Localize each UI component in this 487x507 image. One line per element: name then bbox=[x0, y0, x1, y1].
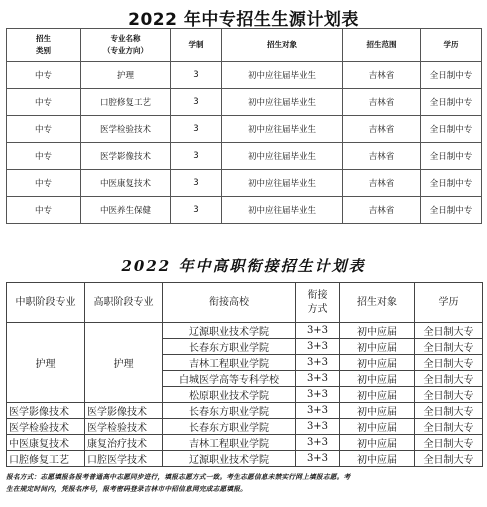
cell-education: 全日制大专 bbox=[415, 371, 483, 387]
cell-college: 辽源职业技术学院 bbox=[163, 323, 296, 339]
table-header-row bbox=[7, 283, 483, 323]
header-duration: 学制 bbox=[171, 29, 222, 62]
cell-link-mode: 3+3 bbox=[296, 387, 340, 403]
note-line-2: 生在规定时间内，凭报名序号，报考密码登录吉林市中招信息网完成志愿填报。 bbox=[6, 485, 248, 493]
table-row bbox=[7, 323, 483, 339]
cell-duration: 3 bbox=[171, 89, 222, 116]
cell-major: 中医养生保健 bbox=[81, 197, 171, 224]
cell-link-mode: 3+3 bbox=[296, 355, 340, 371]
header-link-mode: 衔接 方式 bbox=[296, 283, 340, 323]
cell-education: 全日制大专 bbox=[415, 451, 483, 467]
cell-education: 全日制中专 bbox=[421, 62, 482, 89]
cell-category: 中专 bbox=[7, 62, 81, 89]
cell-link-mode: 3+3 bbox=[296, 323, 340, 339]
cell-education: 全日制大专 bbox=[415, 403, 483, 419]
cell-education: 全日制大专 bbox=[415, 355, 483, 371]
cell-duration: 3 bbox=[171, 170, 222, 197]
vocational-enrollment-plan-table bbox=[6, 28, 482, 224]
cell-scope: 吉林省 bbox=[343, 197, 421, 224]
cell-college: 吉林工程职业学院 bbox=[163, 435, 296, 451]
cell-secondary-major: 医学影像技术 bbox=[7, 403, 85, 419]
cell-category: 中专 bbox=[7, 116, 81, 143]
table-row bbox=[7, 451, 483, 467]
header-higher-major: 高职阶段专业 bbox=[85, 283, 163, 323]
cell-scope: 吉林省 bbox=[343, 116, 421, 143]
table-row bbox=[7, 170, 482, 197]
cell-education: 全日制中专 bbox=[421, 197, 482, 224]
table-row bbox=[7, 435, 483, 451]
cell-education: 全日制中专 bbox=[421, 170, 482, 197]
cell-target: 初中应届 bbox=[340, 435, 415, 451]
cell-college: 吉林工程职业学院 bbox=[163, 355, 296, 371]
cell-target: 初中应往届毕业生 bbox=[222, 197, 343, 224]
secondary-higher-vocational-plan-table bbox=[6, 282, 483, 467]
cell-target: 初中应届 bbox=[340, 451, 415, 467]
cell-college: 辽源职业技术学院 bbox=[163, 451, 296, 467]
cell-college: 长春东方职业学院 bbox=[163, 419, 296, 435]
cell-education: 全日制中专 bbox=[421, 89, 482, 116]
cell-target: 初中应往届毕业生 bbox=[222, 143, 343, 170]
cell-target: 初中应往届毕业生 bbox=[222, 89, 343, 116]
table1-title: 2022 年中专招生生源计划表 bbox=[128, 10, 359, 30]
cell-major: 口腔修复工艺 bbox=[81, 89, 171, 116]
cell-education: 全日制大专 bbox=[415, 435, 483, 451]
cell-secondary-major: 医学检验技术 bbox=[7, 419, 85, 435]
cell-duration: 3 bbox=[171, 116, 222, 143]
header-major: 专业名称 （专业方向） bbox=[81, 29, 171, 62]
cell-higher-major: 护理 bbox=[85, 323, 163, 403]
cell-higher-major: 医学影像技术 bbox=[85, 403, 163, 419]
header-target: 招生对象 bbox=[222, 29, 343, 62]
cell-target: 初中应届 bbox=[340, 387, 415, 403]
cell-education: 全日制中专 bbox=[421, 116, 482, 143]
header-category: 招生 类别 bbox=[7, 29, 81, 62]
cell-scope: 吉林省 bbox=[343, 143, 421, 170]
table-row bbox=[7, 143, 482, 170]
cell-education: 全日制大专 bbox=[415, 419, 483, 435]
cell-link-mode: 3+3 bbox=[296, 403, 340, 419]
cell-duration: 3 bbox=[171, 197, 222, 224]
cell-target: 初中应往届毕业生 bbox=[222, 116, 343, 143]
cell-education: 全日制大专 bbox=[415, 323, 483, 339]
cell-secondary-major: 护理 bbox=[7, 323, 85, 403]
table-header-row bbox=[7, 29, 482, 62]
cell-major: 医学检验技术 bbox=[81, 116, 171, 143]
cell-education: 全日制大专 bbox=[415, 339, 483, 355]
table-row bbox=[7, 419, 483, 435]
cell-major: 中医康复技术 bbox=[81, 170, 171, 197]
table-row bbox=[7, 62, 482, 89]
header-partner-college: 衔接高校 bbox=[163, 283, 296, 323]
cell-college: 长春东方职业学院 bbox=[163, 339, 296, 355]
cell-link-mode: 3+3 bbox=[296, 339, 340, 355]
note-line-1: 报名方式：志愿填报各报考普通高中志愿同步进行，填报志愿方式一致。考生志愿信息未禁实行网上填报志愿。考 bbox=[6, 473, 351, 481]
cell-target: 初中应往届毕业生 bbox=[222, 170, 343, 197]
cell-duration: 3 bbox=[171, 143, 222, 170]
cell-category: 中专 bbox=[7, 143, 81, 170]
table2-title: 2022 年中高职衔接招生计划表 bbox=[121, 257, 366, 275]
cell-target: 初中应届 bbox=[340, 355, 415, 371]
cell-higher-major: 康复治疗技术 bbox=[85, 435, 163, 451]
cell-scope: 吉林省 bbox=[343, 89, 421, 116]
cell-major: 医学影像技术 bbox=[81, 143, 171, 170]
cell-education: 全日制大专 bbox=[415, 387, 483, 403]
cell-target: 初中应届 bbox=[340, 323, 415, 339]
cell-link-mode: 3+3 bbox=[296, 371, 340, 387]
cell-secondary-major: 中医康复技术 bbox=[7, 435, 85, 451]
cell-link-mode: 3+3 bbox=[296, 451, 340, 467]
cell-target: 初中应往届毕业生 bbox=[222, 62, 343, 89]
header-scope: 招生范围 bbox=[343, 29, 421, 62]
header-target: 招生对象 bbox=[340, 283, 415, 323]
cell-scope: 吉林省 bbox=[343, 170, 421, 197]
cell-target: 初中应届 bbox=[340, 403, 415, 419]
table-row bbox=[7, 116, 482, 143]
cell-link-mode: 3+3 bbox=[296, 419, 340, 435]
cell-college: 白城医学高等专科学校 bbox=[163, 371, 296, 387]
cell-duration: 3 bbox=[171, 62, 222, 89]
cell-higher-major: 医学检验技术 bbox=[85, 419, 163, 435]
header-secondary-major: 中职阶段专业 bbox=[7, 283, 85, 323]
cell-category: 中专 bbox=[7, 197, 81, 224]
cell-higher-major: 口腔医学技术 bbox=[85, 451, 163, 467]
table-row bbox=[7, 197, 482, 224]
cell-target: 初中应届 bbox=[340, 339, 415, 355]
table-row bbox=[7, 89, 482, 116]
cell-target: 初中应届 bbox=[340, 371, 415, 387]
cell-secondary-major: 口腔修复工艺 bbox=[7, 451, 85, 467]
cell-education: 全日制中专 bbox=[421, 143, 482, 170]
cell-target: 初中应届 bbox=[340, 419, 415, 435]
header-education: 学历 bbox=[421, 29, 482, 62]
table-row bbox=[7, 403, 483, 419]
cell-college: 长春东方职业学院 bbox=[163, 403, 296, 419]
cell-scope: 吉林省 bbox=[343, 62, 421, 89]
header-education: 学历 bbox=[415, 283, 483, 323]
cell-category: 中专 bbox=[7, 89, 81, 116]
cell-category: 中专 bbox=[7, 170, 81, 197]
cell-major: 护理 bbox=[81, 62, 171, 89]
cell-college: 松原职业技术学院 bbox=[163, 387, 296, 403]
registration-note bbox=[6, 471, 482, 495]
cell-link-mode: 3+3 bbox=[296, 435, 340, 451]
